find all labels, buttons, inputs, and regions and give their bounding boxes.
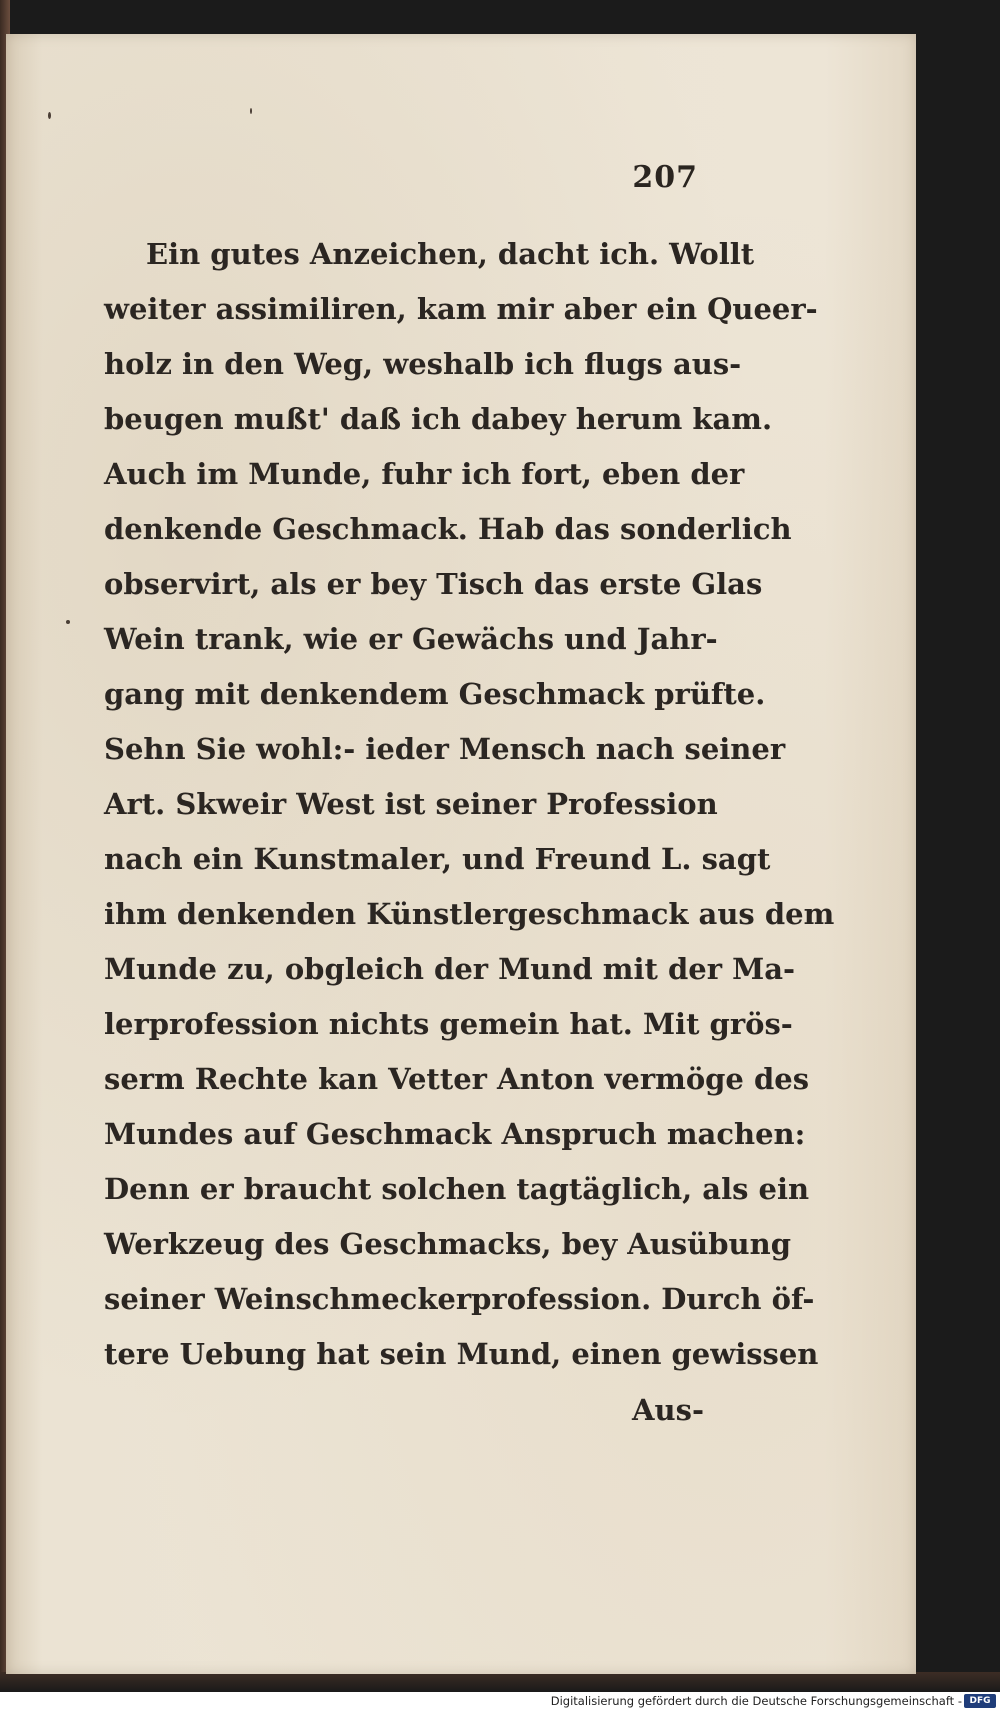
text-line: Art. Skweir West ist seiner Profession: [104, 787, 718, 821]
text-line: observirt, als er bey Tisch das erste Glas: [104, 567, 763, 601]
text-line: ihm denkenden Künstlergeschmack aus dem: [104, 897, 835, 931]
catchword: Aus-: [632, 1393, 704, 1427]
paper-speck: [250, 108, 252, 114]
footer-credit-text: Digitalisierung gefördert durch die Deutsche Forschungsgemeinschaft -: [550, 1694, 962, 1708]
text-line: lerprofession nichts gemein hat. Mit grös-: [104, 1007, 793, 1041]
text-line: Werkzeug des Geschmacks, bey Ausübung: [104, 1227, 791, 1261]
paper-speck: [48, 112, 51, 119]
text-line: holz in den Weg, weshalb ich flugs aus-: [104, 347, 742, 381]
text-line: Mundes auf Geschmack Anspruch machen:: [104, 1117, 806, 1151]
body-text: [104, 227, 835, 1382]
text-line: seiner Weinschmeckerprofession. Durch öf-: [104, 1282, 815, 1316]
text-line: denkende Geschmack. Hab das sonderlich: [104, 512, 792, 546]
paper-speck: [66, 620, 70, 624]
text-line: Sehn Sie wohl:- ieder Mensch nach seiner: [104, 732, 786, 766]
text-line: tere Uebung hat sein Mund, einen gewissen: [104, 1337, 819, 1371]
page-number: 207: [632, 160, 698, 195]
text-line: Wein trank, wie er Gewächs und Jahr-: [104, 622, 718, 656]
text-line: serm Rechte kan Vetter Anton vermöge des: [104, 1062, 810, 1096]
text-line: weiter assimiliren, kam mir aber ein Queer-: [104, 292, 818, 326]
text-line: gang mit denkendem Geschmack prüfte.: [104, 677, 766, 711]
page-bottom-edge: [0, 1672, 1000, 1692]
text-line: Munde zu, obgleich der Mund mit der Ma-: [104, 952, 796, 986]
text-line: Ein gutes Anzeichen, dacht ich. Wollt: [146, 237, 755, 271]
text-line: Denn er braucht solchen tagtäglich, als ein: [104, 1172, 810, 1206]
text-line: nach ein Kunstmaler, und Freund L. sagt: [104, 842, 771, 876]
dfg-logo[interactable]: DFG: [964, 1694, 996, 1708]
text-line: Auch im Munde, fuhr ich fort, eben der: [104, 457, 745, 491]
text-line: beugen mußt' daß ich dabey herum kam.: [104, 402, 773, 436]
